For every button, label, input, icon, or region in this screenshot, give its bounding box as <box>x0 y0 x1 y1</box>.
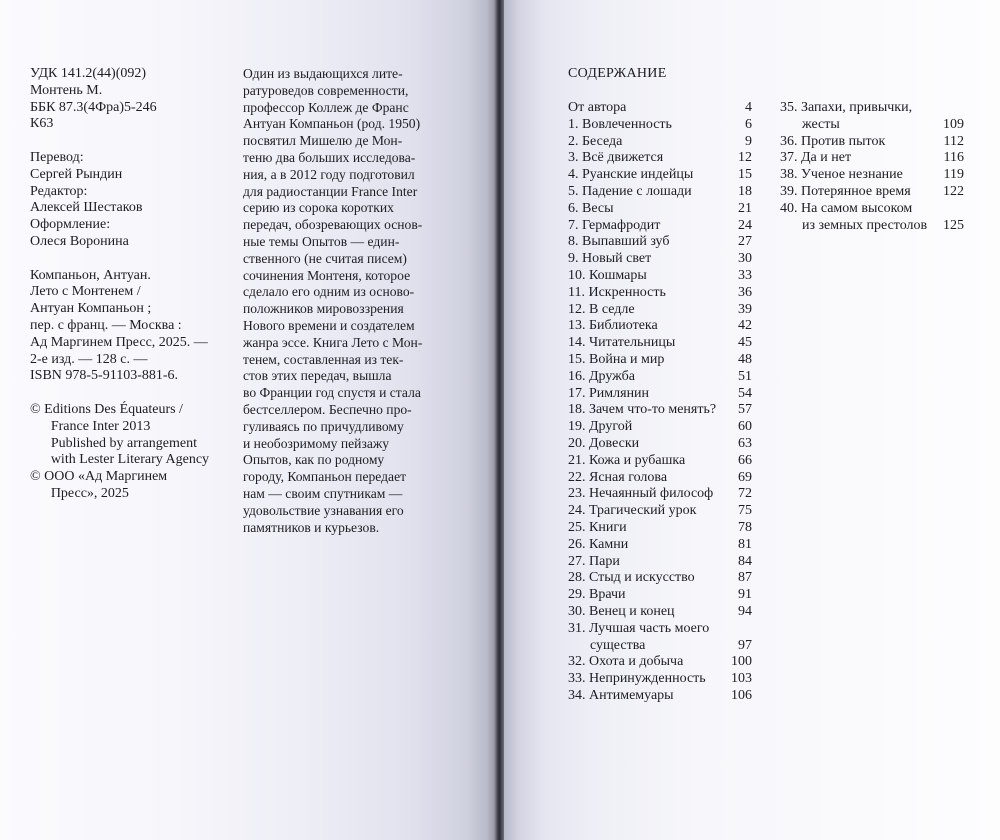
toc-entry-page: 45 <box>738 335 752 351</box>
toc-entry <box>780 134 964 151</box>
toc-entry-title: 31. Лучшая часть моего <box>568 620 710 636</box>
toc-entry-page: 109 <box>943 116 964 132</box>
toc-entry <box>568 386 752 403</box>
toc-entry <box>780 167 964 184</box>
imprint-line: ББК 87.3(4Фра)5-246 <box>30 99 157 115</box>
blank-line <box>30 133 209 150</box>
toc-entry-title: 19. Другой <box>568 419 633 435</box>
toc-entry-page: 125 <box>943 217 964 233</box>
imprint-line: |with Lester Literary Agency <box>48 452 210 468</box>
toc-entry-page: 4 <box>745 100 752 115</box>
toc-entry <box>568 419 752 436</box>
toc-entry-title: 11. Искренность <box>568 284 666 300</box>
toc-entry <box>568 503 752 520</box>
toc-entry <box>568 453 752 470</box>
toc-entry-page: 69 <box>738 469 752 485</box>
imprint-line: |Published by arrangement <box>48 435 197 451</box>
toc-column-2 <box>780 100 964 234</box>
toc-entry-page: 12 <box>738 150 752 166</box>
imprint-line: ISBN 978-5-91103-881-6. <box>30 368 179 384</box>
toc-entry-page <box>726 621 752 638</box>
toc-entry <box>780 218 964 235</box>
toc-entry-title: От автора <box>568 100 627 115</box>
toc-entry <box>780 117 964 134</box>
annotation-line: во Франции год спустя и стала <box>243 385 421 401</box>
toc-entry-page: 9 <box>745 133 752 149</box>
toc-entry <box>568 352 752 369</box>
toc-entry-title: 15. Война и мир <box>568 351 665 367</box>
toc-entry-title: 10. Кошмары <box>568 267 647 283</box>
toc-entry-page: 54 <box>738 385 752 401</box>
toc-entry-page: 15 <box>738 167 752 183</box>
toc-entry <box>568 436 752 453</box>
toc-entry-page: 66 <box>738 452 752 468</box>
toc-entry-page: 103 <box>731 671 752 687</box>
annotation-line: нам — своим спутникам — <box>243 485 403 501</box>
toc-entry <box>568 554 752 571</box>
toc-entry-title: 32. Охота и добыча <box>568 654 684 670</box>
toc-entry-page: 42 <box>738 318 752 334</box>
annotation-line: профессор Коллеж де Франс <box>243 99 409 115</box>
toc-entry-title: 5. Падение с лошади <box>568 183 692 199</box>
toc-entry-page: 24 <box>738 217 752 233</box>
toc-entry-title: 28. Стыд и искусство <box>568 570 695 586</box>
toc-entry-page: 84 <box>738 553 752 569</box>
toc-entry-page: 51 <box>738 368 752 384</box>
toc-entry-page: 112 <box>943 133 964 149</box>
annotation-line: передач, обозревающих основ- <box>243 217 423 233</box>
imprint-line: © ООО «Ад Маргинем <box>30 469 168 485</box>
toc-entry <box>568 201 752 218</box>
toc-entry-title: 17. Римлянин <box>568 385 650 401</box>
imprint-line: |France Inter 2013 <box>48 418 151 434</box>
imprint-line: Сергей Рындин <box>30 166 123 182</box>
toc-entry-page: 48 <box>738 351 752 367</box>
annotation-line: Один из выдающихся лите- <box>243 66 403 81</box>
toc-entry <box>780 184 964 201</box>
toc-entry-page: 91 <box>738 587 752 603</box>
blank-line <box>30 251 209 268</box>
toc-entry <box>568 486 752 503</box>
toc-entry-page <box>938 100 964 117</box>
toc-entry <box>568 688 752 705</box>
imprint-line: 2-е изд. — 128 с. — <box>30 351 148 367</box>
toc-entry <box>568 470 752 487</box>
toc-entry-title: 3. Всё движется <box>568 150 664 166</box>
toc-column-1 <box>568 100 752 705</box>
toc-entry <box>568 251 752 268</box>
toc-entry <box>568 117 752 134</box>
toc-entry <box>568 604 752 621</box>
toc-entry-title: 16. Дружба <box>568 368 636 384</box>
annotation-line: сочинения Монтеня, которое <box>243 267 411 283</box>
toc-title: СОДЕРЖАНИЕ <box>568 66 667 81</box>
toc-entry <box>568 587 752 604</box>
annotation-line: удовольствие узнавания его <box>243 502 404 518</box>
toc-entry-title: 14. Читательницы <box>568 335 676 351</box>
toc-entry-page: 36 <box>738 284 752 300</box>
imprint-line: Редактор: <box>30 183 88 199</box>
toc-entry-page: 30 <box>738 251 752 267</box>
toc-entry <box>568 537 752 554</box>
toc-entry-title: 2. Беседа <box>568 133 623 149</box>
toc-entry <box>568 184 752 201</box>
toc-entry-page: 78 <box>738 519 752 535</box>
toc-entry-title: 24. Трагический урок <box>568 503 697 519</box>
toc-entry <box>568 318 752 335</box>
toc-entry-title: 1. Вовлеченность <box>568 116 672 132</box>
toc-entry-title: 33. Непринужденность <box>568 671 706 687</box>
toc-entry-page: 18 <box>738 183 752 199</box>
annotation-line: городу, Компаньон передает <box>243 469 407 485</box>
imprint-line: Оформление: <box>30 217 111 233</box>
toc-entry-page: 100 <box>731 654 752 670</box>
toc-entry <box>568 285 752 302</box>
toc-entry-title: 22. Ясная голова <box>568 469 668 485</box>
imprint-line: Антуан Компаньон ; <box>30 301 152 317</box>
toc-entry <box>568 134 752 151</box>
toc-entry-title: 7. Гермафродит <box>568 217 661 233</box>
toc-entry-title: 25. Книги <box>568 519 627 535</box>
toc-entry <box>568 638 752 655</box>
imprint-line: Перевод: <box>30 149 84 165</box>
toc-entry-page: 33 <box>738 267 752 283</box>
toc-entry-page: 60 <box>738 419 752 435</box>
toc-entry-page: 57 <box>738 402 752 418</box>
toc-entry-title: 30. Венец и конец <box>568 603 675 619</box>
annotation-line: тенем, составленная из тек- <box>243 351 404 367</box>
annotation-line: гуливаясь по причудливому <box>243 418 404 434</box>
toc-entry-page: 81 <box>738 536 752 552</box>
toc-entry-title: 8. Выпавший зуб <box>568 234 670 250</box>
toc-entry-title: 9. Новый свет <box>568 251 652 267</box>
annotation-line: стов этих передач, вышла <box>243 368 392 384</box>
toc-entry <box>780 100 964 117</box>
annotation-line: Опытов, как по родному <box>243 452 385 468</box>
imprint-line: |Пресс», 2025 <box>48 485 129 501</box>
annotation-line: положников мировоззрения <box>243 301 404 317</box>
toc-entry-page: 87 <box>738 570 752 586</box>
toc-entry <box>568 570 752 587</box>
annotation-line: и необозримому пейзажу <box>243 435 390 451</box>
book-annotation <box>243 66 422 536</box>
toc-entry <box>568 621 752 638</box>
toc-entry-title: 6. Весы <box>568 200 614 216</box>
annotation-line: ния, а в 2012 году подготовил <box>243 166 415 182</box>
toc-entry <box>568 520 752 537</box>
annotation-line: сделало его одним из осново- <box>243 284 415 300</box>
toc-entry <box>568 167 752 184</box>
toc-entry-page: 122 <box>943 183 964 199</box>
toc-entry-title: 39. Потерянное время <box>780 183 911 199</box>
toc-entry-title: 36. Против пыток <box>780 133 886 149</box>
toc-entry-page: 39 <box>738 301 752 317</box>
book-spine <box>494 0 504 840</box>
annotation-line: теню два больших исследова- <box>243 149 416 165</box>
imprint-line: © Editions Des Équateurs / <box>30 401 183 417</box>
toc-entry-title: 27. Пари <box>568 553 620 569</box>
toc-entry-page <box>938 201 964 218</box>
toc-entry-title: 37. Да и нет <box>780 150 852 166</box>
toc-entry <box>568 302 752 319</box>
annotation-line: жанра эссе. Книга Лето с Мон- <box>243 334 423 350</box>
toc-entry-title: 35. Запахи, привычки, <box>780 100 913 115</box>
blank-line <box>30 385 209 402</box>
imprint-line: Алексей Шестаков <box>30 200 143 216</box>
annotation-line: ратуроведов современности, <box>243 82 409 98</box>
toc-entry-page: 6 <box>745 116 752 132</box>
toc-entry-title: 21. Кожа и рубашка <box>568 452 686 468</box>
annotation-line: бестселлером. Беспечно про- <box>243 401 412 417</box>
annotation-line: посвятил Мишелю де Мон- <box>243 133 403 149</box>
imprint-line: Компаньон, Антуан. <box>30 267 151 283</box>
imprint-line: пер. с франц. — Москва : <box>30 317 182 333</box>
toc-entry-page: 94 <box>738 603 752 619</box>
toc-entry-title: 20. Довески <box>568 435 640 451</box>
toc-entry-page: 106 <box>731 687 752 703</box>
toc-entry-page: 63 <box>738 435 752 451</box>
imprint-column <box>30 66 209 503</box>
toc-entry-page: 116 <box>943 150 964 166</box>
annotation-line: ственного (не считая писем) <box>243 250 407 266</box>
imprint-line: Лето с Монтенем / <box>30 284 141 300</box>
toc-entry-title: 18. Зачем что-то менять? <box>568 402 717 418</box>
toc-entry-page: 72 <box>738 486 752 502</box>
imprint-line: К63 <box>30 116 54 132</box>
toc-entry-title: жесты <box>802 116 840 132</box>
toc-entry <box>780 150 964 167</box>
toc-entry-title: 38. Ученое незнание <box>780 167 903 183</box>
annotation-line: ные темы Опытов — един- <box>243 233 400 249</box>
toc-entry <box>568 369 752 386</box>
toc-entry-title: 13. Библиотека <box>568 318 658 334</box>
toc-entry-page: 97 <box>738 637 752 653</box>
toc-entry-title: 23. Нечаянный философ <box>568 486 714 502</box>
toc-entry-page: 21 <box>738 200 752 216</box>
toc-entry <box>568 234 752 251</box>
imprint-line: Ад Маргинем Пресс, 2025. — <box>30 334 208 350</box>
toc-entry <box>568 671 752 688</box>
toc-entry <box>568 150 752 167</box>
imprint-line: УДК 141.2(44)(092) <box>30 66 147 81</box>
toc-entry <box>568 268 752 285</box>
annotation-line: для радиостанции France Inter <box>243 183 418 199</box>
imprint-line: Олеся Воронина <box>30 233 129 249</box>
annotation-line: памятников и курьезов. <box>243 519 380 535</box>
toc-entry-page: 119 <box>943 167 964 183</box>
imprint-line: Монтень М. <box>30 82 103 98</box>
toc-entry-title: 29. Врачи <box>568 587 626 603</box>
toc-entry-title: 40. На самом высоком <box>780 200 913 216</box>
toc-entry <box>568 218 752 235</box>
toc-entry-title: 12. В седле <box>568 301 635 317</box>
toc-entry <box>568 335 752 352</box>
toc-entry <box>568 654 752 671</box>
toc-entry-title: из земных престолов <box>802 217 928 233</box>
toc-entry <box>568 402 752 419</box>
toc-entry-title: существа <box>590 637 646 653</box>
toc-entry-page: 27 <box>738 234 752 250</box>
toc-entry-title: 4. Руанские индейцы <box>568 167 694 183</box>
toc-entry-page: 75 <box>738 503 752 519</box>
annotation-line: Нового времени и создателем <box>243 317 415 333</box>
toc-entry <box>568 100 752 117</box>
toc-entry-title: 34. Антимемуары <box>568 687 674 703</box>
toc-entry-title: 26. Камни <box>568 536 629 552</box>
annotation-line: Антуан Компаньон (род. 1950) <box>243 116 421 132</box>
annotation-line: серию из сорока коротких <box>243 200 394 216</box>
toc-entry <box>780 201 964 218</box>
